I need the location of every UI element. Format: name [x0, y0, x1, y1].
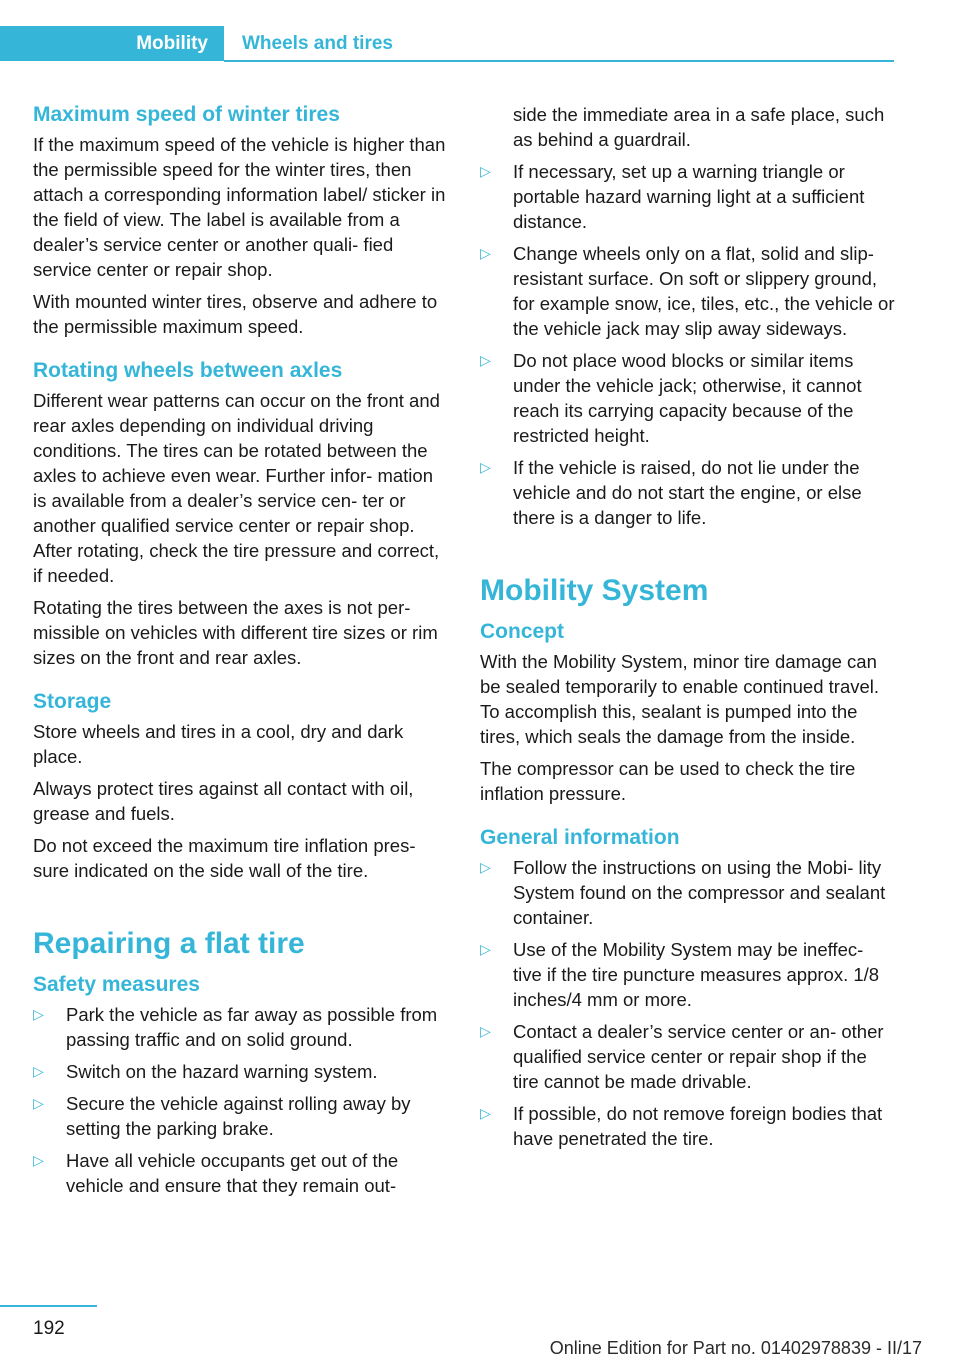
header-rule [224, 60, 894, 62]
list-item: ▷ Contact a dealer’s service center or an‐ other qualified service center or repair shop if the tire cannot be made drivable. [480, 1021, 884, 1092]
edition-note: Online Edition for Part no. 01402978839 - II/17 [549, 1338, 922, 1358]
general-list [480, 855, 896, 1151]
triangle-right-icon: ▷ [33, 1152, 44, 1168]
paragraph: Do not exceed the maximum tire inflation pres‐ sure indicated on the side wall of the tire. [33, 835, 416, 881]
list-item: ▷ Secure the vehicle against rolling away by setting the parking brake. [33, 1093, 411, 1139]
section-title: Wheels and tires [242, 33, 393, 54]
triangle-right-icon: ▷ [480, 459, 491, 475]
heading-winter-speed: Maximum speed of winter tires [33, 103, 340, 126]
list-item: ▷ Switch on the hazard warning system. [33, 1061, 378, 1082]
triangle-right-icon: ▷ [480, 859, 491, 875]
heading-repairing-flat-tire: Repairing a flat tire [33, 927, 305, 960]
heading-concept: Concept [480, 620, 564, 643]
paragraph: Different wear patterns can occur on the front and rear axles depending on individual driving conditions. The tires can be rotated between the axles to achieve even wear. Further infor‐ mation is available from a dealer’s service cen‐ ter or another qualified service center or repair shop. After rotating, check the tire pressure and correct, if needed. [33, 390, 440, 586]
safety-list [33, 1002, 447, 1198]
list-item: ▷ Park the vehicle as far away as possible from passing traffic and on solid ground. [33, 1004, 438, 1050]
right-column [480, 102, 896, 1158]
paragraph: Store wheels and tires in a cool, dry and dark place. [33, 721, 404, 767]
heading-safety-measures: Safety measures [33, 973, 200, 996]
heading-mobility-system: Mobility System [480, 574, 709, 607]
paragraph: The compressor can be used to check the tire inflation pressure. [480, 758, 856, 804]
list-item: ▷ Do not place wood blocks or similar items under the vehicle jack; otherwise, it cannot reach its carrying capacity because of the restricted height. [480, 350, 862, 446]
list-item-continued: side the immediate area in a safe place, such as behind a guardrail. [513, 104, 885, 150]
triangle-right-icon: ▷ [480, 245, 491, 261]
triangle-right-icon: ▷ [33, 1063, 44, 1079]
list-item: ▷ If the vehicle is raised, do not lie under the vehicle and do not start the engine, or else there is a danger to life. [480, 457, 862, 528]
list-item: ▷ Use of the Mobility System may be ineffec‐ tive if the tire puncture measures approx. 1/8 inches/4 mm or more. [480, 939, 880, 1010]
paragraph: With mounted winter tires, observe and adhere to the permissible maximum speed. [33, 291, 438, 337]
list-item: ▷ Change wheels only on a flat, solid and slip-resistant surface. On soft or slippery ground, for example snow, ice, tiles, etc., the vehicle or the vehicle jack may slip away sideways. [480, 243, 895, 339]
heading-general-information: General information [480, 826, 680, 849]
triangle-right-icon: ▷ [33, 1006, 44, 1022]
list-item: ▷ Follow the instructions on using the Mobi‐ lity System found on the compressor and sealant container. [480, 857, 886, 928]
list-item: ▷ If necessary, set up a warning triangle or portable hazard warning light at a sufficient distance. [480, 161, 865, 232]
chapter-tab: Mobility [0, 26, 224, 61]
paragraph: If the maximum speed of the vehicle is higher than the permissible speed for the winter tires, then attach a corresponding information label/ sticker in the field of view. The label is available from a dealer’s service center or another quali‐ fied service center or repair shop. [33, 134, 446, 280]
list-item: ▷ If possible, do not remove foreign bodies that have penetrated the tire. [480, 1103, 883, 1149]
triangle-right-icon: ▷ [480, 1023, 491, 1039]
paragraph: With the Mobility System, minor tire damage can be sealed temporarily to enable continued travel. To accomplish this, sealant is pumped into the tires, which seals the damage from the inside. [480, 651, 880, 747]
heading-rotating-wheels: Rotating wheels between axles [33, 359, 343, 382]
triangle-right-icon: ▷ [480, 352, 491, 368]
list-item: ▷ Have all vehicle occupants get out of the vehicle and ensure that they remain out‐ [33, 1150, 399, 1196]
page-number: 192 [33, 1318, 65, 1339]
left-column [33, 102, 447, 1205]
heading-storage: Storage [33, 690, 112, 713]
triangle-right-icon: ▷ [480, 941, 491, 957]
triangle-right-icon: ▷ [480, 1105, 491, 1121]
triangle-right-icon: ▷ [33, 1095, 44, 1111]
paragraph: Rotating the tires between the axes is not per‐ missible on vehicles with different tire sizes or rim sizes on the front and rear axles. [33, 597, 438, 668]
paragraph: Always protect tires against all contact with oil, grease and fuels. [33, 778, 414, 824]
safety-list-continued [480, 159, 896, 530]
triangle-right-icon: ▷ [480, 163, 491, 179]
footer-rule [0, 1305, 97, 1307]
